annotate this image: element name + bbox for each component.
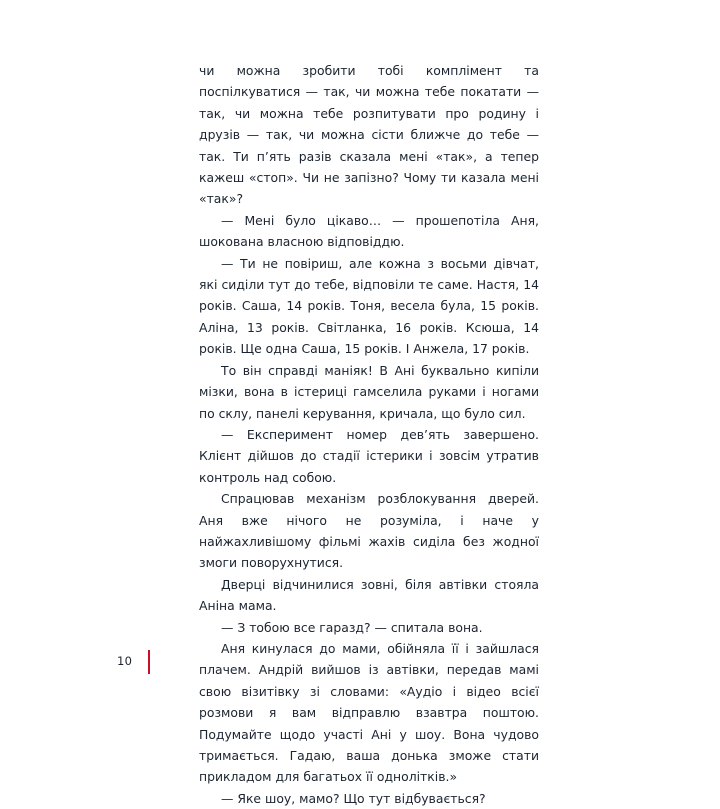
paragraph: — Експеримент номер дев’ять завершено. Клієнт дійшов до стадії істерики і зовсім утратив контроль над собою. [199, 426, 539, 485]
paragraph: — Ти не повіриш, але кожна з восьми дівчат, які сиділи тут до тебе, відповіли те саме. Настя, 14 років. Саша, 14 років. Тоня, весела була, 15 років. Аліна, 13 років. Світланка, 16 років. Ксюша, 14 років. Ще одна Саша, 15 років. І Анжела, 17 років. [199, 255, 539, 357]
paragraph: То він справді маніяк! В Ані буквально кипіли мізки, вона в істериці гамселила руками і ногами по склу, панелі керування, кричала, що було сил. [199, 362, 539, 421]
paragraph: Дверці відчинилися зовні, біля автівки стояла Аніна мама. [199, 576, 539, 614]
footer-accent-rule [148, 650, 150, 674]
paragraph: Аня кинулася до мами, обійняла її і зайшлася плачем. Андрій вийшов із автівки, передав мамі свою візитівку зі словами: «Аудіо і відео всієї розмови я вам відправлю взавтра поштою. Подумайте щодо участі Ані у шоу. Вона чудово тримається. Гадаю, ваша донька зможе стати прикладом для багатьох її однолітків.» [199, 640, 539, 785]
paragraph: — З тобою все гаразд? — спитала вона. [221, 619, 483, 635]
paragraph: чи можна зробити тобі комплімент та поспілкуватися — так, чи можна тебе покатати — так, чи можна тебе розпитувати про родину і друзів — так, чи можна сісти ближче до тебе — так. Ти п’ять разів сказала мені «так», а тепер кажеш «стоп». Чи не запізно? Чому ти казала мені «так»? [199, 63, 539, 207]
page-number: 10 [117, 654, 133, 668]
page-text-column [199, 60, 539, 809]
paragraph: — Мені було цікаво… — прошепотіла Аня, шокована власною відповіддю. [199, 212, 539, 250]
paragraph: — Яке шоу, мамо? Що тут відбувається? [221, 790, 486, 806]
paragraph: Спрацював механізм розблокування дверей. Аня вже нічого не розуміла, і наче у найжахливішому фільмі жахів сиділа без жодної змоги поворухнутися. [199, 491, 539, 571]
page-footer [117, 650, 237, 680]
